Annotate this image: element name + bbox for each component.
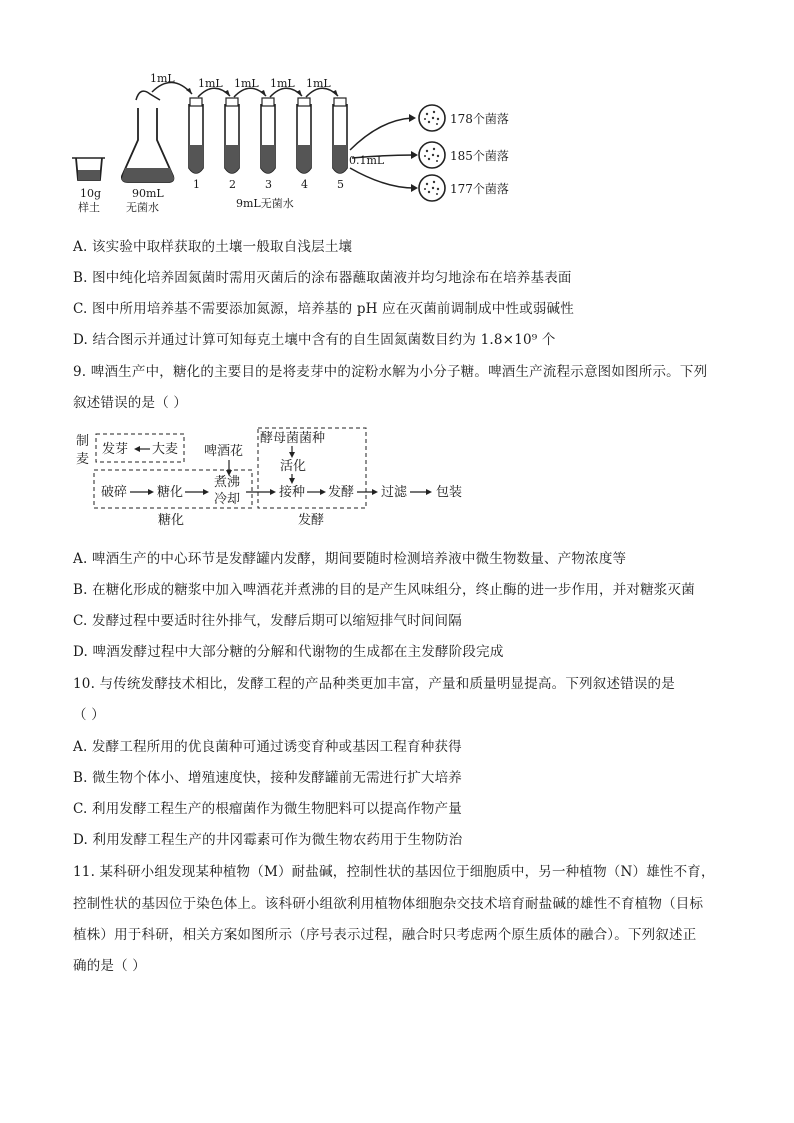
q11-stem-line-1: 11. 某科研小组发现某种植物（M）耐盐碱，控制性状的基因位于细胞质中，另一种植物（N）雄性不育， <box>73 864 715 880</box>
tube-number-1: 1 <box>193 178 200 191</box>
step-yeast-strain: 酵母菌菌种 <box>260 431 326 446</box>
q9-option-a: A. 啤酒生产的中心环节是发酵罐内发酵，期间要随时检测培养液中微生物数量、产物浓度等 <box>73 551 627 567</box>
petri-dish-2 <box>419 142 445 168</box>
step-crushing: 破碎 <box>101 485 128 500</box>
soil-mass-label: 10g <box>80 187 102 200</box>
transfer-label-3: 1mL <box>234 77 259 90</box>
flask-water-label: 无菌水 <box>126 201 159 214</box>
q9-stem-line-1: 9. 啤酒生产中，糖化的主要目的是将麦芽中的淀粉水解为小分子糖。啤酒生产流程示意图如图所示。下列 <box>73 364 708 380</box>
q9-option-b: B. 在糖化形成的糖浆中加入啤酒花并煮沸的目的是产生风味组分，终止酶的进一步作用，并对糖浆灭菌 <box>73 582 695 598</box>
petri-dish-3 <box>419 175 445 201</box>
test-tube-2 <box>225 98 239 173</box>
step-filter: 过滤 <box>381 485 408 500</box>
step-ferment: 发酵 <box>328 485 355 500</box>
test-tube-5 <box>333 98 347 173</box>
transfer-label-5: 1mL <box>306 77 331 90</box>
q11-stem-line-4: 确的是（ ） <box>73 958 146 974</box>
transfer-label-1: 1mL <box>150 72 175 85</box>
step-saccharify: 糖化 <box>157 485 184 500</box>
transfer-label-2: 1mL <box>198 77 223 90</box>
beer-process-figure <box>0 420 794 540</box>
colony-count-3: 177个菌落 <box>450 182 509 196</box>
q9-stem-line-2: 叙述错误的是（ ） <box>73 395 188 411</box>
transfer-label-4: 1mL <box>270 77 295 90</box>
tubes-water-label: 9mL无菌水 <box>236 197 294 210</box>
plating-volume-label: 0.1mL <box>349 154 385 167</box>
q8-option-d: D. 结合图示并通过计算可知每克土壤中含有的自生固氮菌数目约为 1.8×10⁹ 个 <box>73 332 556 348</box>
colony-count-1: 178个菌落 <box>450 112 509 126</box>
flask-volume-label: 90mL <box>132 187 164 200</box>
step-activation: 活化 <box>280 459 307 474</box>
test-tube-4 <box>297 98 311 173</box>
tube-number-5: 5 <box>337 178 344 191</box>
test-tube-1 <box>189 98 203 173</box>
beaker-icon <box>72 158 105 180</box>
colony-count-2: 185个菌落 <box>450 149 509 163</box>
tube-number-3: 3 <box>265 178 272 191</box>
tube-number-2: 2 <box>229 178 236 191</box>
q10-stem-line-2: （ ） <box>73 707 105 723</box>
soil-label: 样土 <box>78 201 100 214</box>
test-tubes <box>189 98 347 173</box>
group-label-saccharification: 糖化 <box>158 513 185 528</box>
label-mai: 麦 <box>76 452 90 467</box>
q8-option-a: A. 该实验中取样获取的土壤一般取自浅层土壤 <box>73 239 353 255</box>
q8-option-c: C. 图中所用培养基不需要添加氮源，培养基的 pH 应在灭菌前调制成中性或弱碱性 <box>73 301 574 317</box>
step-sprouting: 发芽 <box>102 442 129 457</box>
step-barley: 大麦 <box>152 442 179 457</box>
q10-option-a: A. 发酵工程所用的优良菌种可通过诱变育种或基因工程育种获得 <box>73 739 462 755</box>
step-boil: 煮沸 <box>214 475 241 490</box>
q8-option-b: B. 图中纯化培养固氮菌时需用灭菌后的涂布器蘸取菌液并均匀地涂布在培养基表面 <box>73 270 572 286</box>
q10-stem-line-1: 10. 与传统发酵技术相比，发酵工程的产品种类更加丰富，产量和质量明显提高。下列叙述错误的是 <box>73 676 675 692</box>
flask-icon <box>122 91 174 182</box>
petri-dish-1 <box>419 105 445 131</box>
label-zhi: 制 <box>76 434 90 449</box>
q10-option-d: D. 利用发酵工程生产的井冈霉素可作为微生物农药用于生物防治 <box>73 832 463 848</box>
step-hops: 啤酒花 <box>204 444 244 459</box>
tube-number-4: 4 <box>301 178 308 191</box>
q11-stem-line-2: 控制性状的基因位于染色体上。该科研小组欲利用植物体细胞杂交技术培育耐盐碱的雄性不育植物（目标 <box>73 896 704 912</box>
q9-option-c: C. 发酵过程中要适时往外排气，发酵后期可以缩短排气时间间隔 <box>73 613 462 629</box>
step-inoculate: 接种 <box>279 485 306 500</box>
test-tube-3 <box>261 98 275 173</box>
step-packaging: 包装 <box>436 485 463 500</box>
q10-option-c: C. 利用发酵工程生产的根瘤菌作为微生物肥料可以提高作物产量 <box>73 801 462 817</box>
q11-stem-line-3: 植株）用于科研，相关方案如图所示（序号表示过程，融合时只考虑两个原生质体的融合）。下列叙述正 <box>73 927 697 943</box>
q9-option-d: D. 啤酒发酵过程中大部分糖的分解和代谢物的生成都在主发酵阶段完成 <box>73 644 504 660</box>
group-label-fermentation: 发酵 <box>298 513 325 528</box>
q10-option-b: B. 微生物个体小、增殖速度快，接种发酵罐前无需进行扩大培养 <box>73 770 463 786</box>
serial-dilution-figure <box>0 0 794 215</box>
step-cool: 冷却 <box>214 492 241 507</box>
